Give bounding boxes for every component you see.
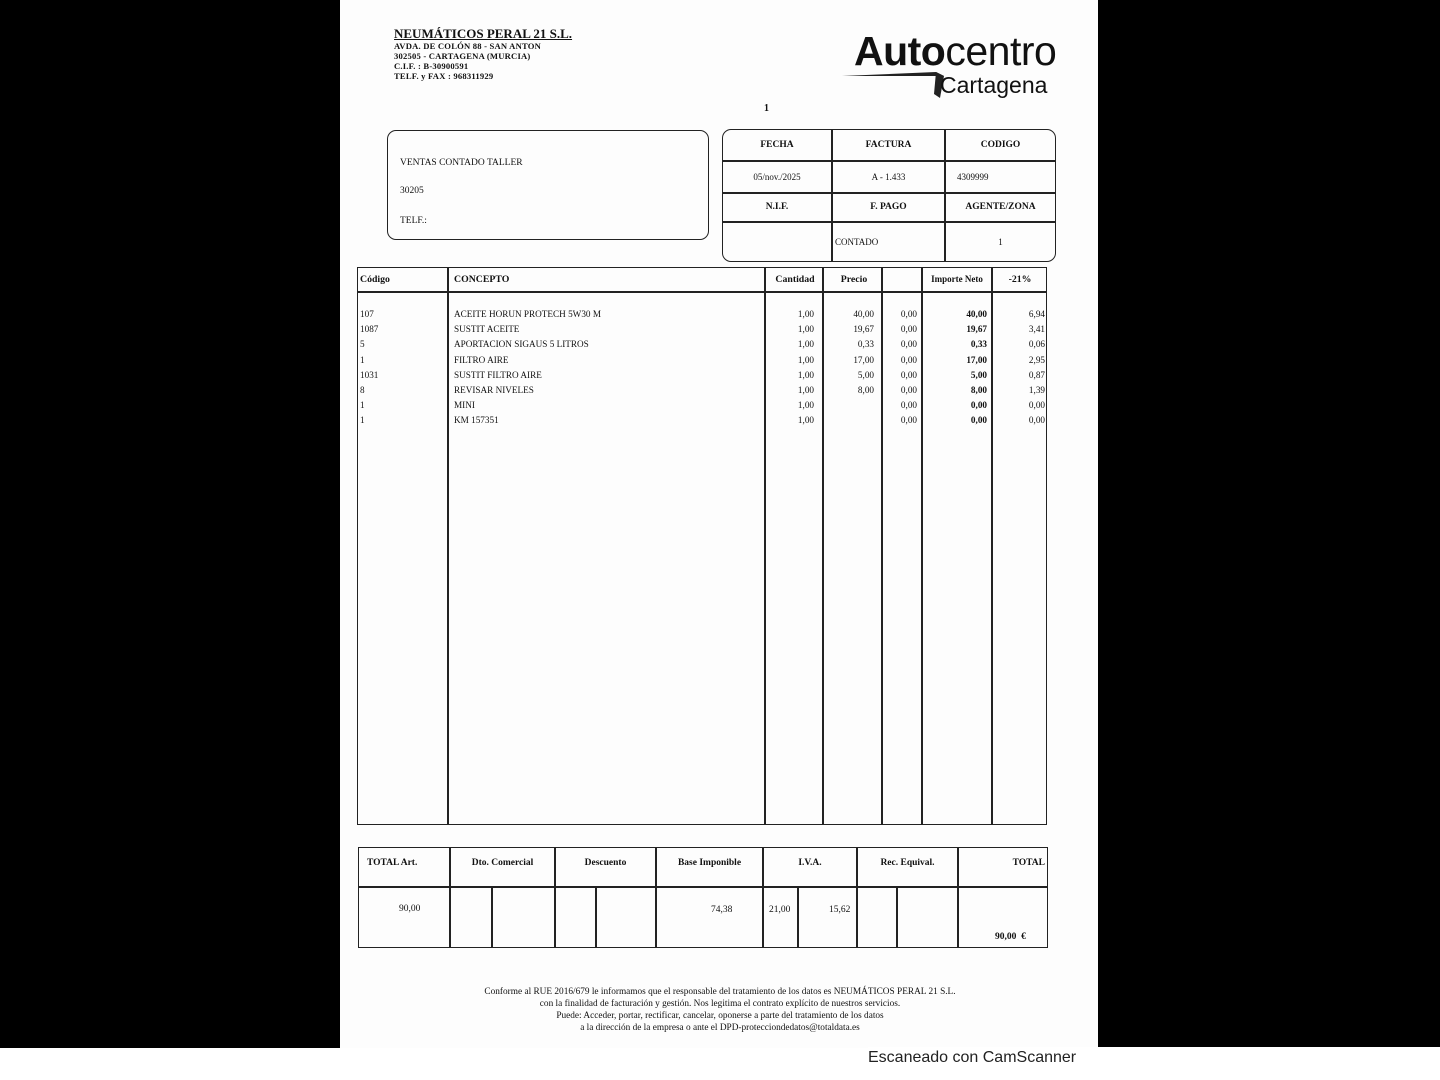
items-table: [357, 267, 1047, 825]
item-codigo: 1: [360, 415, 365, 426]
item-iva: 0,06: [1028, 339, 1045, 350]
item-importe: 40,00: [966, 309, 987, 319]
company-address: AVDA. DE COLÓN 88 - SAN ANTON: [394, 41, 542, 51]
item-importe: 0,00: [970, 400, 987, 411]
item-precio: 5,00: [857, 369, 874, 380]
table-row: [358, 400, 1048, 415]
item-iva: 6,94: [1028, 309, 1045, 319]
iva-amount-value: 15,62: [829, 905, 851, 915]
camscanner-watermark: [868, 1047, 1440, 1080]
footer-line: a la dirección de la empresa o ante el DPD-protecciondedatos@totaldata.es: [580, 1023, 860, 1034]
company-phone: TELF. y FAX : 968311929: [394, 71, 494, 82]
item-iva: 0,00: [1028, 415, 1045, 426]
privacy-footer: [380, 986, 1060, 1034]
item-cantidad: 1,00: [797, 354, 814, 365]
item-concepto: SUSTIT FILTRO AIRE: [454, 369, 542, 380]
agente-label: AGENTE/ZONA: [965, 202, 1036, 212]
item-importe: 0,00: [970, 415, 987, 426]
fpago-value: CONTADO: [835, 237, 879, 247]
item-concepto: REVISAR NIVELES: [454, 385, 534, 395]
item-concepto: SUSTIT ACEITE: [454, 324, 520, 335]
item-codigo: 107: [360, 309, 374, 319]
autocentro-logo: [840, 28, 1070, 106]
descuento-label: Descuento: [584, 858, 627, 868]
table-row: [358, 309, 1048, 324]
base-imponible-value: 74,38: [711, 905, 733, 915]
footer-line: Puede: Acceder, portar, rectificar, cancelar, oponerse a parte del tratamiento de los datos: [556, 1011, 884, 1022]
item-dto: 0,00: [900, 339, 917, 350]
col-cantidad: Cantidad: [775, 274, 815, 285]
item-cantidad: 1,00: [797, 309, 814, 319]
footer-line: Conforme al RUE 2016/679 le informamos que el responsable del tratamiento de los datos es NEUMÁTICOS PERAL 21 S.L.: [484, 987, 956, 997]
client-code: 30205: [400, 186, 424, 196]
item-importe: 5,00: [970, 369, 987, 380]
col-codigo: Código: [360, 274, 390, 285]
iva-percent-value: 21,00: [769, 905, 791, 915]
fecha-value: 05/nov./2025: [753, 172, 801, 182]
codigo-value: 4309999: [957, 172, 989, 182]
item-dto: 0,00: [900, 324, 917, 335]
item-iva: 1,39: [1028, 385, 1045, 395]
fecha-label: FECHA: [760, 140, 794, 150]
invoice-sheet: [340, 0, 1098, 1048]
item-dto: 0,00: [900, 369, 917, 380]
client-box: [387, 130, 709, 240]
total-art-label: TOTAL Art.: [367, 858, 418, 868]
item-cantidad: 1,00: [797, 415, 814, 426]
item-concepto: APORTACION SIGAUS 5 LITROS: [454, 339, 589, 350]
item-precio: 0,33: [857, 339, 874, 350]
item-dto: 0,00: [900, 354, 917, 365]
table-row: [358, 339, 1048, 354]
item-precio: 8,00: [857, 385, 874, 395]
iva-label: I.V.A.: [798, 858, 822, 868]
table-row: [358, 355, 1048, 370]
client-phone-label: TELF.:: [400, 216, 427, 226]
company-city: 302505 - CARTAGENA (MURCIA): [394, 51, 531, 62]
item-importe: 8,00: [970, 385, 987, 395]
page-number: 1: [764, 103, 769, 114]
nif-label: N.I.F.: [765, 202, 789, 212]
item-cantidad: 1,00: [797, 324, 814, 335]
item-iva: 0,00: [1028, 400, 1045, 411]
item-cantidad: 1,00: [797, 400, 814, 411]
item-precio: 40,00: [853, 309, 874, 319]
logo-wordmark: Autocentro: [854, 28, 1057, 74]
item-precio: 17,00: [853, 354, 874, 365]
item-codigo: 1031: [360, 369, 379, 380]
total-label: TOTAL: [1012, 858, 1045, 868]
item-dto: 0,00: [900, 415, 917, 426]
item-dto: 0,00: [900, 400, 917, 411]
item-iva: 0,87: [1028, 369, 1045, 380]
table-row: [358, 324, 1048, 339]
item-codigo: 1087: [360, 324, 379, 335]
item-codigo: 5: [360, 339, 365, 350]
logo-subword: Cartagena: [940, 72, 1048, 98]
item-codigo: 1: [360, 400, 365, 411]
item-codigo: 1: [360, 354, 365, 365]
table-row: [358, 370, 1048, 385]
item-cantidad: 1,00: [797, 385, 814, 395]
client-name: VENTAS CONTADO TALLER: [400, 158, 523, 168]
item-dto: 0,00: [900, 385, 917, 395]
dto-comercial-label: Dto. Comercial: [471, 858, 534, 868]
col-iva: -21%: [1008, 274, 1032, 285]
item-importe: 19,67: [966, 324, 987, 335]
codigo-label: CODIGO: [980, 140, 1021, 150]
agente-value: 1: [998, 237, 1003, 247]
item-cantidad: 1,00: [797, 339, 814, 350]
totals-table: [358, 847, 1048, 948]
item-concepto: MINI: [454, 400, 475, 411]
item-dto: 0,00: [900, 309, 917, 319]
grand-total-value: 90,00 €: [995, 932, 1026, 942]
table-row: [358, 385, 1048, 400]
base-imponible-label: Base Imponible: [677, 858, 742, 868]
rec-equival-label: Rec. Equival.: [880, 858, 935, 868]
company-name: NEUMÁTICOS PERAL 21 S.L.: [394, 26, 573, 41]
col-importe: Importe Neto: [931, 274, 983, 284]
invoice-meta-box: [722, 129, 1056, 262]
col-concepto: CONCEPTO: [454, 274, 510, 285]
item-concepto: ACEITE HORUN PROTECH 5W30 M: [454, 309, 601, 319]
nif-value: [723, 223, 831, 261]
company-header: [394, 27, 572, 81]
item-cantidad: 1,00: [797, 369, 814, 380]
factura-label: FACTURA: [865, 140, 912, 150]
table-row: [358, 415, 1048, 430]
total-art-value: 90,00: [399, 904, 421, 914]
item-importe: 17,00: [966, 354, 987, 365]
item-codigo: 8: [360, 385, 365, 395]
item-precio: 19,67: [853, 324, 874, 335]
fpago-label: F. PAGO: [870, 202, 907, 212]
item-concepto: KM 157351: [454, 415, 499, 426]
currency-symbol: €: [1021, 932, 1026, 942]
factura-value: A - 1.433: [871, 172, 906, 182]
col-precio: Precio: [840, 274, 868, 285]
watermark-text: Escaneado con CamScanner: [868, 1049, 1077, 1066]
company-cif: C.I.F. : B-30900591: [394, 61, 469, 72]
item-iva: 3,41: [1028, 324, 1045, 335]
footer-line: con la finalidad de facturación y gestión. Nos legitima el contrato explícito de nuestros servicios.: [539, 999, 901, 1010]
item-importe: 0,33: [970, 339, 987, 350]
item-concepto: FILTRO AIRE: [454, 354, 509, 365]
item-iva: 2,95: [1028, 354, 1045, 365]
